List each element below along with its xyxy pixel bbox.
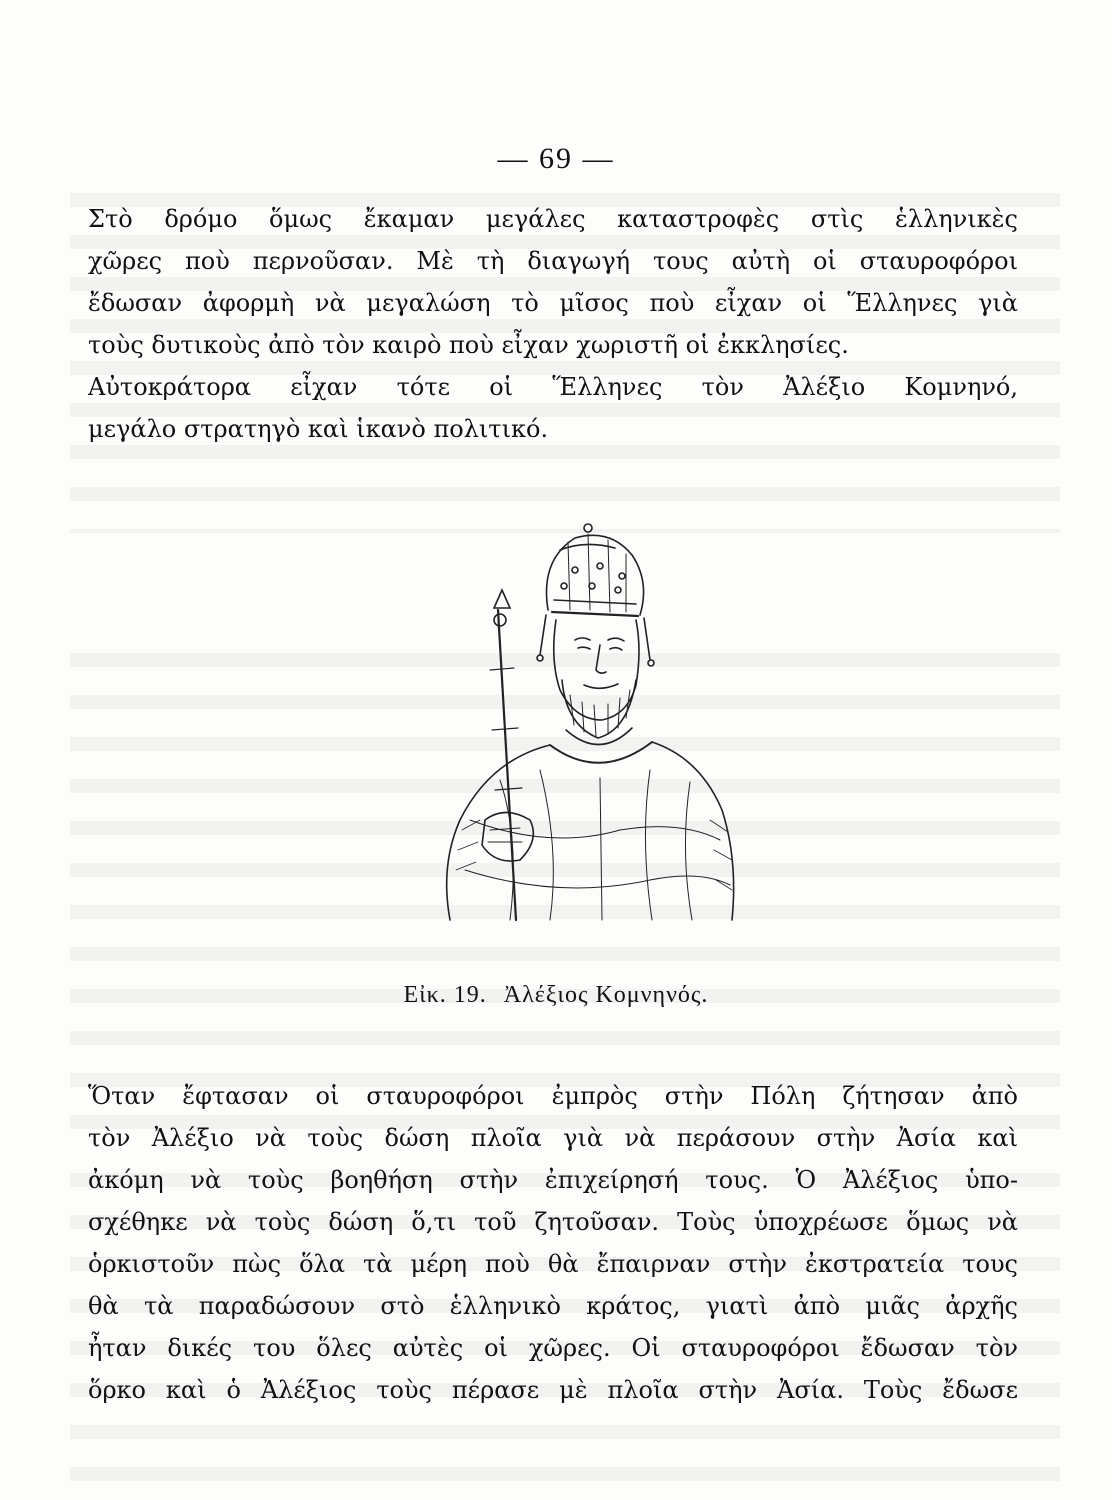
- text-line: σχέθηκε νὰ τοὺς δώση ὅ,τι τοῦ ζητοῦσαν. Τοὺς ὑποχρέωσε ὅμως νὰ: [88, 1208, 1018, 1236]
- text-line: ἀκόμη νὰ τοὺς βοηθήση στὴν ἐπιχείρησή τους. Ὁ Ἀλέξιος ὑπο-: [88, 1166, 1018, 1194]
- text-line: χῶρες ποὺ περνοῦσαν. Μὲ τὴ διαγωγή τους αὐτὴ οἱ σταυροφόροι: [88, 247, 1018, 275]
- portrait-figure: [370, 520, 790, 940]
- text-line: ὅρκο καὶ ὁ Ἀλέξιος τοὺς πέρασε μὲ πλοῖα στὴν Ἀσία. Τοὺς ἔδωσε: [88, 1376, 1018, 1404]
- text-line: θὰ τὰ παραδώσουν στὸ ἑλληνικὸ κράτος, γιατὶ ἀπὸ μιᾶς ἀρχῆς: [88, 1292, 1018, 1320]
- figure-caption: [0, 982, 1112, 1009]
- paragraph-2: [88, 1075, 1018, 1411]
- text-line: ἔδωσαν ἀφορμὴ νὰ μεγαλώση τὸ μῖσος ποὺ εἶχαν οἱ Ἕλληνες γιὰ: [88, 289, 1018, 317]
- emperor-portrait-illustration: [370, 520, 790, 940]
- page-number: — 69 —: [497, 142, 615, 175]
- text-line: Ὅταν ἔφτασαν οἱ σταυροφόροι ἐμπρὸς στὴν Πόλη ζήτησαν ἀπὸ: [88, 1082, 1018, 1110]
- text-line: ἦταν δικές του ὅλες αὐτὲς οἱ χῶρες. Οἱ σταυροφόροι ἔδωσαν τὸν: [88, 1334, 1018, 1362]
- figure-label: Εἰκ. 19.: [403, 982, 487, 1008]
- text-line: τοὺς δυτικοὺς ἀπὸ τὸν καιρὸ ποὺ εἶχαν χωριστῆ οἱ ἐκκλησίες.: [88, 331, 849, 359]
- text-line: Στὸ δρόμο ὅμως ἔκαμαν μεγάλες καταστροφὲς στὶς ἑλληνικὲς: [88, 205, 1018, 233]
- text-line: Αὐτοκράτορα εἶχαν τότε οἱ Ἕλληνες τὸν Ἀλέξιο Κομνηνό,: [88, 373, 1018, 401]
- paragraph-1: [88, 198, 1018, 450]
- figure-title: Ἀλέξιος Κομνηνός.: [503, 982, 709, 1008]
- text-line: μεγάλο στρατηγὸ καὶ ἱκανὸ πολιτικό.: [88, 415, 549, 443]
- text-line: τὸν Ἀλέξιο νὰ τοὺς δώση πλοῖα γιὰ νὰ περάσουν στὴν Ἀσία καὶ: [88, 1124, 1018, 1152]
- text-line: ὁρκιστοῦν πὼς ὅλα τὰ μέρη ποὺ θὰ ἔπαιρναν στὴν ἐκστρατεία τους: [88, 1250, 1018, 1278]
